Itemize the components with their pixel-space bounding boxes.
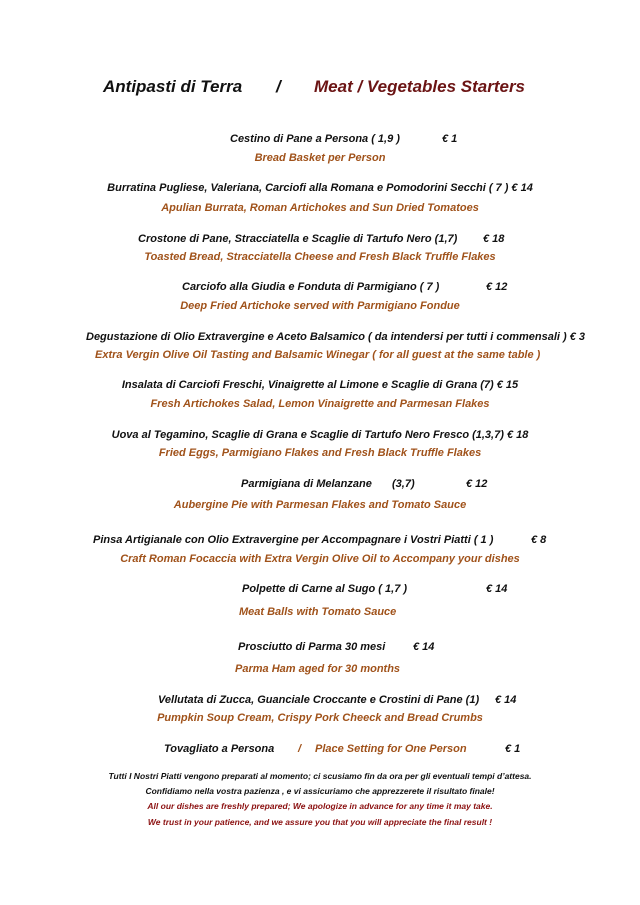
menu-item-translation: Craft Roman Focaccia with Extra Vergin Olive Oil to Accompany your dishes [120,553,520,565]
menu-item-name: Crostone di Pane, Stracciatella e Scaglie di Tartufo Nero (1,7) [138,233,458,245]
menu-item-name: Polpette di Carne al Sugo ( 1,7 ) [242,583,408,595]
footer-note-english: All our dishes are freshly prepared; We apologize in advance for any time it may take. [147,801,493,811]
menu-item-name: Parmigiana di Melanzane [241,478,372,490]
menu-item-translation: Apulian Burrata, Roman Artichokes and Sun Dried Tomatoes [161,202,479,214]
menu-item-translation: Parma Ham aged for 30 months [235,663,401,675]
menu-item-name: Carciofo alla Giudia e Fonduta di Parmigiano ( 7 ) [182,281,440,293]
menu-item-translation: Fried Eggs, Parmigiano Flakes and Fresh Black Truffle Flakes [158,447,482,459]
menu-item-name: Degustazione di Olio Extravergine e Aceto Balsamico ( da intendersi per tutti i commensali ) € 3 [86,331,586,343]
setting-translation: Place Setting for One Person [315,743,467,755]
menu-item-name: Vellutata di Zucca, Guanciale Croccante e Crostini di Pane (1) [158,694,480,706]
menu-item-translation: Fresh Artichokes Salad, Lemon Vinaigrette and Parmesan Flakes [150,398,490,410]
page-title-separator: / [276,77,281,96]
menu-item-price: € 1 [442,133,458,145]
menu-item-price: € 12 [466,478,488,490]
footer-note-italian: Confidiamo nella vostra pazienza , e vi assicuriamo che apprezzerete il risultato finale! [145,786,495,796]
menu-item-translation: Bread Basket per Person [254,152,386,164]
page-title-italian: Antipasti di Terra [103,77,243,96]
menu-item-translation: Extra Vergin Olive Oil Tasting and Balsamic Winegar ( for all guest at the same table ) [95,349,541,361]
page-title-english: Meat / Vegetables Starters [314,77,526,96]
menu-item-allergens: (3,7) [392,478,415,490]
menu-item-price: € 18 [483,233,505,245]
menu-item-price: € 8 [531,534,547,546]
menu-item-name: Pinsa Artigianale con Olio Extravergine per Accompagnare i Vostri Piatti ( 1 ) [93,534,494,546]
menu-item-price: € 12 [486,281,508,293]
footer-note-english: We trust in your patience, and we assure you that you will appreciate the final result ! [147,817,493,827]
setting-name: Tovagliato a Persona [164,743,275,755]
menu-item-name: Burratina Pugliese, Valeriana, Carciofi alla Romana e Pomodorini Secchi ( 7 ) € 14 [107,182,533,194]
menu-item-translation: Meat Balls with Tomato Sauce [239,606,397,618]
menu-item-price: € 14 [413,641,435,653]
menu-item-name: Prosciutto di Parma 30 mesi [238,641,386,653]
menu-item-translation: Pumpkin Soup Cream, Crispy Pork Cheeck and Bread Crumbs [157,712,483,724]
setting-separator: / [298,743,302,755]
menu-item-name: Uova al Tegamino, Scaglie di Grana e Scaglie di Tartufo Nero Fresco (1,3,7) € 18 [111,429,529,441]
menu-item-price: € 14 [495,694,517,706]
menu-item-price: € 14 [486,583,508,595]
menu-item-name: Insalata di Carciofi Freschi, Vinaigrette al Limone e Scaglie di Grana (7) € 15 [121,379,519,391]
menu-item-translation: Toasted Bread, Stracciatella Cheese and Fresh Black Truffle Flakes [144,251,496,263]
menu-item-translation: Aubergine Pie with Parmesan Flakes and Tomato Sauce [173,499,467,511]
menu-item-translation: Deep Fried Artichoke served with Parmigiano Fondue [180,300,460,312]
menu-item-name: Cestino di Pane a Persona ( 1,9 ) [230,133,400,145]
setting-price: € 1 [505,743,521,755]
footer-note-italian: Tutti I Nostri Piatti vengono preparati al momento; ci scusiamo fin da ora per gli eventuali tempi d’attesa. [108,771,532,781]
